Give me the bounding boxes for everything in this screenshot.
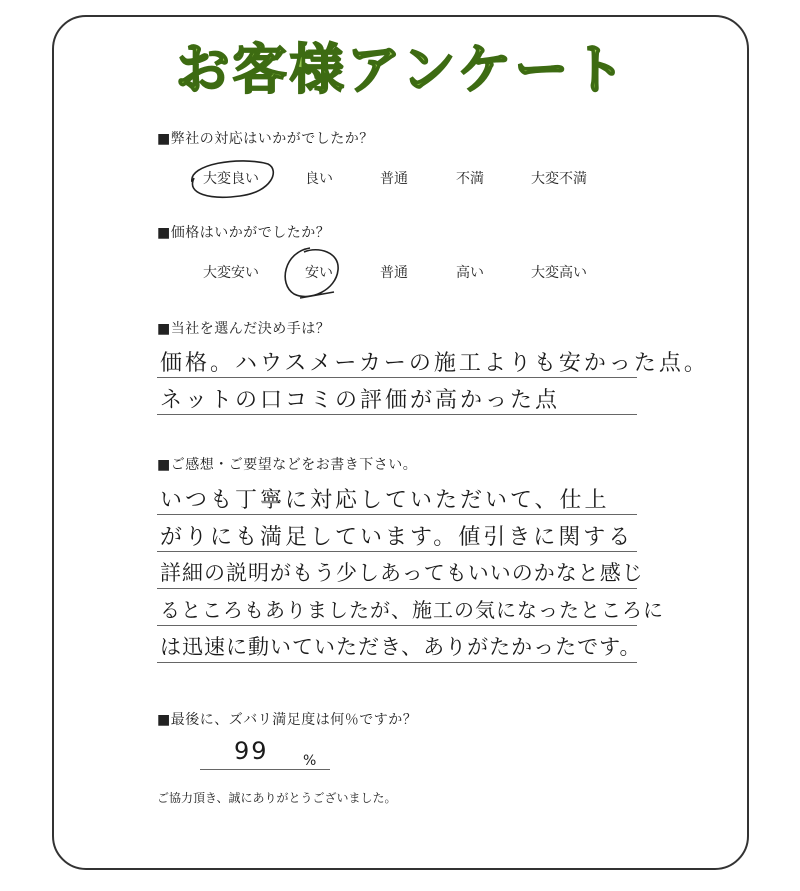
q2-option-5[interactable]: 大変高い (531, 265, 587, 281)
satisfaction-value: 99 (234, 737, 269, 765)
q3-answer-line-2: ネットの口コミの評価が高かった点 (160, 388, 561, 413)
q2-option-3[interactable]: 普通 (380, 265, 408, 281)
question-3-label: ■当社を選んだ決め手は？ (157, 321, 331, 337)
q4-rule-4 (157, 625, 637, 626)
q1-option-1[interactable]: 大変良い (203, 171, 259, 187)
q1-option-2[interactable]: 良い (305, 171, 333, 187)
title-text: お客様アンケート (175, 38, 629, 101)
q1-option-5[interactable]: 大変不満 (531, 171, 587, 187)
q4-answer-line-4: るところもありましたが、施工の気になったところに (160, 598, 664, 622)
q3-rule-2 (157, 414, 637, 415)
q3-rule-1 (157, 377, 637, 378)
question-1-label: ■弊社の対応はいかがでしたか？ (157, 131, 374, 147)
q2-option-1[interactable]: 大変安い (203, 265, 259, 281)
thank-you-note: ご協力頂き、誠にありがとうございました。 (157, 791, 397, 805)
q1-option-4[interactable]: 不満 (456, 171, 484, 187)
question-2-label: ■価格はいかがでしたか？ (157, 225, 331, 241)
q4-rule-2 (157, 551, 637, 552)
q4-rule-1 (157, 514, 637, 515)
q4-answer-line-1: いつも丁寧に対応していただいて、仕上 (160, 488, 610, 513)
q4-answer-line-3: 詳細の説明がもう少しあってもいいのかなと感じ (160, 561, 644, 585)
q4-rule-5 (157, 662, 637, 663)
satisfaction-rule (200, 769, 330, 770)
q4-rule-3 (157, 588, 637, 589)
q1-option-3[interactable]: 普通 (380, 171, 408, 187)
q4-answer-line-5: は迅速に動いていただき、ありがたかったです。 (160, 635, 642, 659)
q4-answer-line-2: がりにも満足しています。値引きに関する (160, 525, 634, 550)
question-4-label: ■ご感想・ご要望などをお書き下さい。 (157, 457, 418, 473)
question-5-label: ■最後に、ズバリ満足度は何％ですか？ (157, 712, 418, 728)
q3-answer-line-1: 価格。ハウスメーカーの施工よりも安かった点。 (160, 351, 709, 376)
survey-title (0, 30, 800, 102)
percent-sign: % (303, 753, 317, 769)
q2-option-4[interactable]: 高い (456, 265, 484, 281)
q2-option-2[interactable]: 安い (305, 265, 333, 281)
